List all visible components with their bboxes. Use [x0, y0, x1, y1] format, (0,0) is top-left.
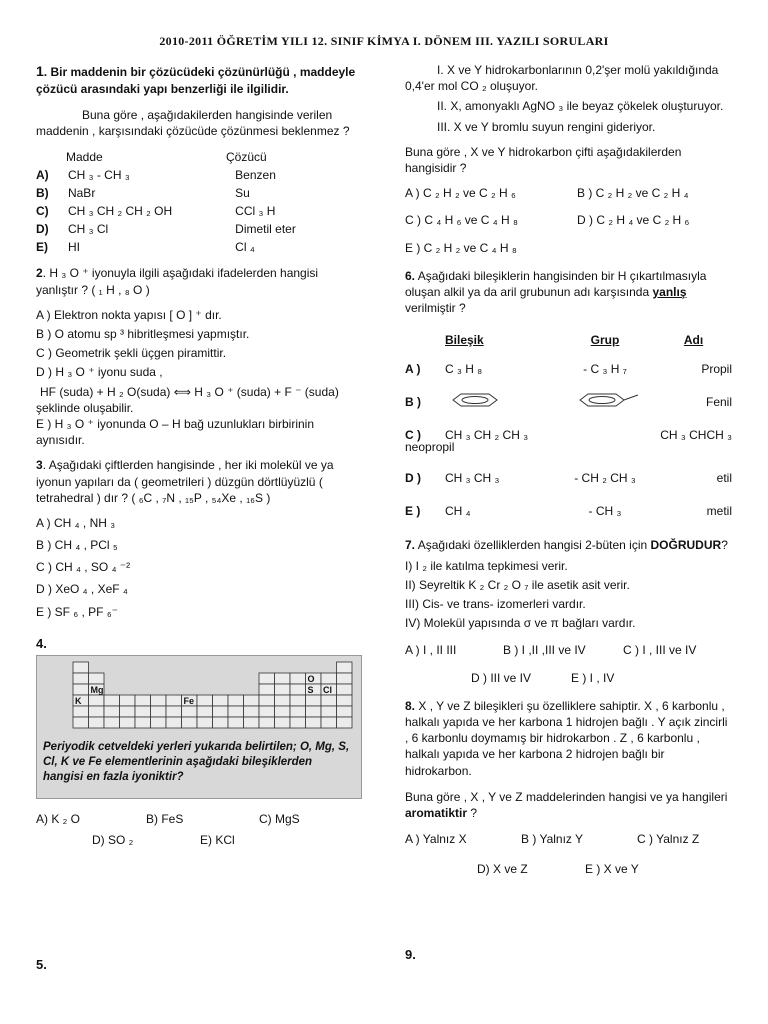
question-2-option-e: E ) H ₃ O ⁺ iyonunda O – H bağ uzunlukları birbirinin aynısıdır. [36, 416, 315, 448]
exam-title: 2010-2011 ÖĞRETİM YILI 12. SINIF KİMYA I. DÖNEM III. YAZILI SORULARI [159, 34, 609, 48]
q6-premise-ii: II. X, amonyaklı AgNO ₃ ile beyaz çökelek oluşturuyor. [437, 99, 724, 114]
column-adi: Adı [683, 333, 704, 348]
option-grup: - CH ₃ [588, 503, 622, 518]
question-2-option: C ) Geometrik şekli üçgen piramittir. [36, 346, 227, 361]
option-bilesik [445, 393, 555, 411]
question-8-option-a: A ) Yalnız X [405, 832, 467, 847]
option-grup: CH ₃ CHCH ₃ [660, 427, 732, 442]
question-3-option: E ) SF ₆ , PF ₆⁻ [36, 604, 119, 619]
q6-intro-options-row-1 [405, 185, 732, 201]
question-1-option-row [36, 238, 362, 256]
question-1-text: Buna göre , aşağıdakilerden hangisinde verilen maddenin , karşısındaki çözücüde çözünmesi beklenmez ? [36, 108, 350, 139]
element-label: Fe [183, 696, 195, 707]
question-3-text: . Aşağıdaki çiftlerden hangisinde , her iki molekül ve ya iyonun yapıları da ( geometrileri ) düzgün dörtlüyüzlü ( tetrahedral ) dır ? ( ₆C , ₇N , ₁₅P , ₅₄Xe , ₁₆S ) [36, 458, 334, 505]
question-2-option: A ) Elektron nokta yapısı [ O ] ⁺ dır. [36, 307, 222, 322]
question-7-qmark: ? [721, 538, 728, 553]
question-2-option: B ) O atomu sp ³ hibritleşmesi yapmıştır. [36, 327, 250, 342]
question-7-number: 7. [405, 538, 416, 553]
question-8-option-c: C ) Yalnız Z [637, 832, 700, 847]
question-1-head-text: . Bir maddenin bir çözücüdeki çözünürlüğü , maddeyle çözücü arasındaki yapı benzerliği ile ilgilidir. [36, 65, 356, 96]
question-1-head [36, 62, 362, 97]
option-adi: etil [716, 470, 732, 485]
question-3-option: D ) XeO ₄ , XeF ₄ [36, 582, 128, 597]
question-6-option-row [405, 494, 732, 527]
question-7-statements [405, 558, 732, 632]
option-label: A ) [405, 361, 421, 376]
option-adi: Propil [701, 361, 732, 376]
question-3-options [36, 515, 362, 620]
question-4-option-e: E) KCl [200, 832, 235, 847]
question-8-question-text: Buna göre , X , Y ve Z maddelerinden hangisi ve ya hangileri [405, 789, 728, 804]
question-2-options [36, 307, 362, 381]
question-7-statement: I) I ₂ ile katılma tepkimesi verir. [405, 558, 568, 573]
q6-intro-option-b: B ) C ₂ H ₂ ve C ₂ H ₄ [577, 186, 689, 201]
option-label: D ) [405, 470, 421, 485]
option-adi: metil [706, 503, 732, 518]
element-label: Mg [90, 685, 104, 696]
question-7-text: Aşağıdaki özelliklerden hangisi 2-büten için [417, 538, 648, 553]
question-8-bold: aromatiktir [405, 805, 468, 820]
question-7-option-e: E ) I , IV [571, 670, 615, 685]
left-column [36, 62, 362, 848]
option-grup: - CH ₂ CH ₃ [574, 470, 636, 485]
question-5-label: 5. [36, 957, 47, 972]
question-7-statement: III) Cis- ve trans- izomerleri vardır. [405, 597, 586, 611]
option-cozucu: Benzen [235, 168, 276, 183]
q6-intro-option-d: D ) C ₂ H ₄ ve C ₂ H ₆ [577, 213, 690, 228]
question-6-options [405, 352, 732, 527]
question-8-option-e: E ) X ve Y [585, 862, 639, 877]
option-label: E ) [405, 503, 421, 518]
option-label: E) [36, 240, 48, 255]
question-6-option-row [405, 352, 732, 385]
option-bilesik: C ₃ H ₈ [445, 361, 483, 376]
question-3-option: A ) CH ₄ , NH ₃ [36, 515, 116, 530]
option-madde: CH ₃ CH ₂ CH ₂ OH [67, 204, 173, 219]
option-grup: - C ₃ H ₇ [583, 361, 627, 376]
option-label: B ) [405, 394, 421, 409]
question-6-option-row [405, 385, 732, 418]
question-1-option-row [36, 184, 362, 202]
option-adi: Fenil [705, 394, 732, 409]
question-6-yanlis: yanlış [652, 284, 687, 299]
question-6-header [405, 328, 732, 352]
question-4-option-c: C) MgS [259, 812, 300, 827]
question-7-stem [405, 537, 732, 553]
option-cozucu: Su [235, 186, 250, 201]
question-7-bold: DOĞRUDUR [650, 538, 722, 553]
option-label: C ) [405, 427, 421, 442]
benzene-ring-icon [445, 393, 505, 407]
column-cozucu: Çözücü [226, 150, 267, 165]
q6-intro-option-a: A ) C ₂ H ₂ ve C ₂ H ₆ [405, 186, 516, 201]
q6-intro-options-row-3 [405, 240, 732, 256]
question-8-text: X , Y ve Z bileşikleri şu özelliklere sahiptir. X , 6 karbonlu , halkalı yapıda ve her karbona 1 hidrojen bağlı . Y açık zincirli , 6 karbonlu doymamış bir hidrokarbon . Z , 6 karbonlu , halkalı yapıda ve her karbona 2 hidrojen bağlı bir hidrokarbon. [405, 698, 728, 778]
question-2-equation: HF (suda) + H ₂ O(suda) ⟺ H ₃ O ⁺ (suda) + F ⁻ (suda) [40, 384, 339, 399]
question-7-options-row-2 [405, 670, 732, 686]
question-1-option-row [36, 220, 362, 238]
option-bilesik: CH ₄ [445, 503, 471, 518]
option-madde: CH ₃ - CH ₃ [67, 168, 130, 183]
question-4-number: 4. [36, 635, 47, 651]
option-bilesik: CH ₃ CH ₂ CH ₃ [445, 427, 529, 442]
column-bilesik: Bileşik [445, 333, 484, 348]
option-madde: NaBr [67, 186, 96, 201]
question-4-options-row-2 [36, 832, 362, 848]
option-bilesik: CH ₃ CH ₃ [445, 470, 500, 485]
option-madde: HI [67, 240, 80, 255]
q6-premise-i: I. X ve Y hidrokarbonlarının 0,2'şer molü yakıldığında 0,4'er mol CO ₂ oluşuyor. [405, 63, 719, 94]
column-madde: Madde [66, 150, 103, 165]
question-8-options-row-1 [405, 831, 732, 847]
q6-intro-question: Buna göre , X ve Y hidrokarbon çifti aşağıdakilerden hangisidir ? [405, 144, 682, 175]
question-8-option-b: B ) Yalnız Y [521, 832, 584, 847]
question-4-options-row-1 [36, 811, 362, 827]
question-3-option: B ) CH ₄ , PCl ₅ [36, 538, 118, 553]
element-label: S [307, 685, 314, 696]
column-grup: Grup [590, 333, 620, 348]
question-6-text: Aşağıdaki bileşiklerin hangisinden bir H çıkartılmasıyla oluşan alkil ya da aril grubunun adı karşısında [405, 268, 707, 299]
periodic-table-figure [36, 655, 362, 799]
q6-intro-option-c: C ) C ₄ H ₆ ve C ₄ H ₈ [405, 213, 518, 228]
option-adi: neopropil [405, 440, 455, 455]
q6-premise-iii: III. X ve Y bromlu suyun rengini gideriyor. [437, 119, 656, 134]
question-7-statement: II) Seyreltik K ₂ Cr ₂ O ₇ ile asetik asit verir. [405, 577, 630, 592]
question-6-option-row [405, 461, 732, 494]
question-1-header-row [36, 148, 362, 166]
question-4-option-a: A) K ₂ O [36, 812, 80, 827]
option-label: A) [36, 168, 49, 183]
question-3-number: 3 [36, 458, 43, 473]
question-2-equation-tail: şeklinde oluşabilir. [36, 400, 134, 415]
question-8-stem [405, 698, 732, 779]
q6-intro-option-e: E ) C ₂ H ₂ ve C ₄ H ₈ [405, 240, 517, 255]
q6-intro-options-row-2 [405, 212, 732, 228]
question-6-number: 6. [405, 268, 416, 283]
option-label: D) [36, 222, 49, 237]
question-1-options [36, 166, 362, 256]
question-1-option-row [36, 166, 362, 184]
question-7-options-row-1 [405, 642, 732, 658]
question-7-option-c: C ) I , III ve IV [623, 643, 697, 658]
question-6-stem [405, 268, 732, 317]
question-8-question [405, 789, 732, 821]
question-8-qmark: ? [470, 805, 478, 820]
question-8-option-d: D) X ve Z [477, 862, 528, 877]
option-label: B) [36, 186, 49, 201]
question-7-option-b: B ) I ,II ,III ve IV [503, 643, 586, 658]
element-label: K [75, 696, 82, 707]
question-2-text: . H ₃ O ⁺ iyonuyla ilgili aşağıdaki ifadelerden hangisi yanlıştır ? ( ₁ H , ₈ O ) [36, 266, 319, 297]
question-8-options-row-2 [405, 861, 732, 877]
option-cozucu: Cl ₄ [235, 240, 255, 255]
element-label: Cl [323, 685, 332, 696]
question-4-option-d: D) SO ₂ [92, 832, 134, 847]
question-7-option-d: D ) III ve IV [471, 670, 532, 685]
question-3-option: C ) CH ₄ , SO ₄ ⁻² [36, 560, 131, 575]
question-2-stem [36, 265, 362, 297]
element-label: O [307, 674, 315, 685]
option-madde: CH ₃ Cl [67, 222, 109, 237]
question-7-option-a: A ) I , II III [405, 643, 457, 658]
option-cozucu: Dimetil eter [235, 222, 296, 237]
question-2-option: D ) H ₃ O ⁺ iyonu suda , [36, 365, 163, 380]
option-label: C) [36, 204, 49, 219]
option-cozucu: CCl ₃ H [235, 204, 276, 219]
periodic-table-caption: Periyodik cetveldeki yerleri yukarıda belirtilen; O, Mg, S, Cl, K ve Fe elementlerinin aşağıdaki bileşiklerden hangisi en fazla iyoniktir? [43, 741, 350, 783]
question-3-stem [36, 457, 362, 506]
option-grup [555, 393, 655, 411]
question-6-text-end: verilmiştir ? [405, 301, 466, 316]
question-7-statement: IV) Molekül yapısında σ ve π bağları vardır. [405, 616, 636, 631]
phenyl-group-icon [568, 393, 642, 407]
question-8-number: 8. [405, 698, 416, 713]
right-column [405, 62, 732, 877]
question-2-number: 2 [36, 266, 43, 281]
question-1-option-row [36, 202, 362, 220]
question-4-option-b: B) FeS [146, 812, 184, 827]
question-1-number: 1 [36, 63, 44, 79]
question-9-label: 9. [405, 947, 416, 962]
